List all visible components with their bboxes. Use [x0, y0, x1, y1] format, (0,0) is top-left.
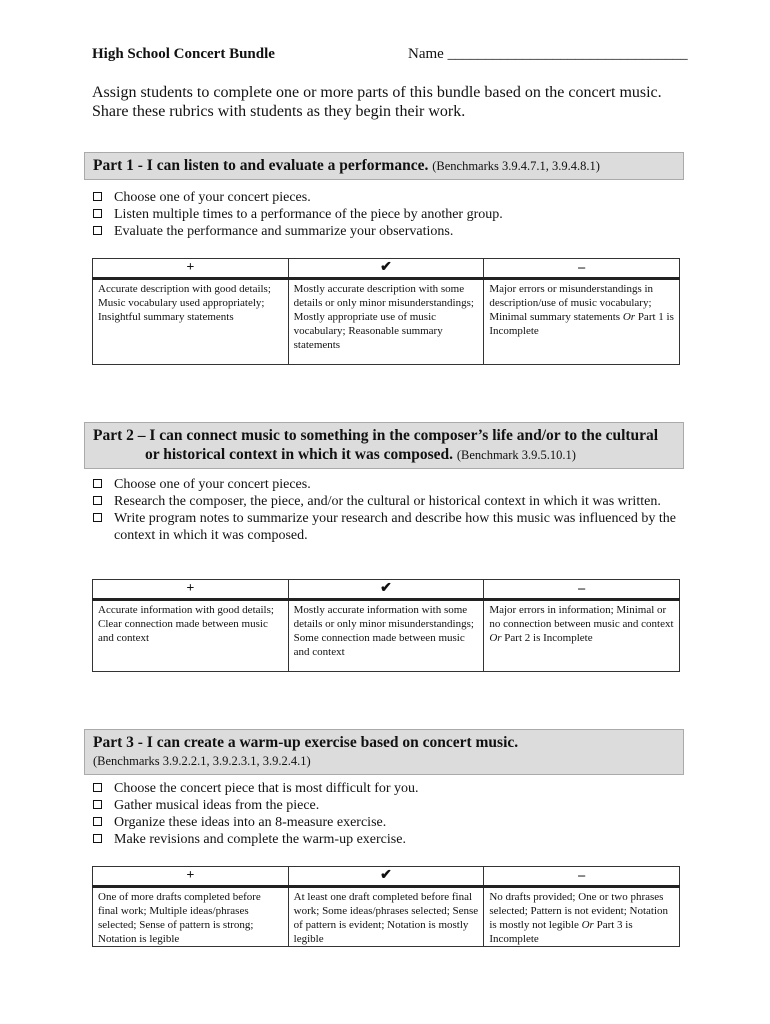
- rubric-check-header: ✔: [288, 580, 484, 600]
- document-title: High School Concert Bundle: [92, 46, 275, 62]
- name-field-label: Name ________________________________: [408, 46, 688, 62]
- task-text: Organize these ideas into an 8-measure exercise.: [114, 815, 387, 830]
- task-item: [92, 780, 692, 797]
- rubric-cell-plus: Accurate information with good details; Clear connection made between music and context: [93, 600, 289, 672]
- task-item: [92, 814, 692, 831]
- part-3-task-list: [92, 780, 692, 848]
- rubric-plus-header: +: [93, 580, 289, 600]
- emphasis-or: Or: [581, 919, 594, 931]
- part-2-header: [84, 422, 684, 469]
- part-3-header: [84, 729, 684, 775]
- checkbox-icon: [93, 479, 102, 488]
- task-text: Choose one of your concert pieces.: [114, 477, 311, 492]
- task-item: [92, 831, 692, 848]
- checkbox-icon: [93, 800, 102, 809]
- rubric-cell-plus: Accurate description with good details; Music vocabulary used appropriately; Insightful summary statements: [93, 279, 289, 365]
- rubric-header-row: [93, 259, 680, 279]
- emphasis-or: Or: [489, 632, 502, 644]
- rubric-cell-plus: One of more drafts completed before final work; Multiple ideas/phrases selected; Sense of pattern is strong; Notation is legible: [93, 887, 289, 947]
- checkbox-icon: [93, 513, 102, 522]
- part-1-title: Part 1 - I can listen to and evaluate a performance.: [93, 157, 429, 174]
- task-text: Write program notes to summarize your research and describe how this music was influenced by the context in which it was composed.: [114, 511, 676, 543]
- part-2-task-list: [92, 476, 692, 544]
- task-item: [92, 493, 692, 510]
- task-item: [92, 476, 692, 493]
- rubric-cell-check: Mostly accurate information with some details or only minor misunderstandings; Some connection made between music and context: [288, 600, 484, 672]
- rubric-criteria-row: [93, 887, 680, 947]
- rubric-check-header: ✔: [288, 259, 484, 279]
- part-3-benchmarks: (Benchmarks 3.9.2.2.1, 3.9.2.3.1, 3.9.2.4.1): [93, 754, 311, 768]
- rubric-criteria-row: [93, 600, 680, 672]
- rubric-header-row: [93, 580, 680, 600]
- rubric-plus-header: +: [93, 259, 289, 279]
- task-item: [92, 797, 692, 814]
- rubric-minus-header: –: [484, 580, 680, 600]
- rubric-header-row: [93, 867, 680, 887]
- task-text: Make revisions and complete the warm-up exercise.: [114, 832, 406, 847]
- task-item: [92, 223, 692, 240]
- rubric-plus-header: +: [93, 867, 289, 887]
- checkbox-icon: [93, 192, 102, 201]
- task-text: Evaluate the performance and summarize your observations.: [114, 224, 454, 239]
- part-1-rubric-table: [92, 258, 680, 365]
- task-text: Choose one of your concert pieces.: [114, 190, 311, 205]
- rubric-minus-header: –: [484, 867, 680, 887]
- task-item: [92, 510, 692, 544]
- rubric-criteria-row: [93, 279, 680, 365]
- intro-paragraph: Assign students to complete one or more parts of this bundle based on the concert music. Share these rubrics with students as they begin their work.: [92, 84, 662, 120]
- part-1-task-list: [92, 189, 692, 240]
- rubric-cell-check: At least one draft completed before final work; Some ideas/phrases selected; Sense of pattern is evident; Notation is mostly legible: [288, 887, 484, 947]
- part-2-title-line-2: [93, 445, 675, 465]
- part-1-header: [84, 152, 684, 180]
- document-header: [92, 46, 692, 68]
- checkbox-icon: [93, 209, 102, 218]
- part-2-title: or historical context in which it was composed.: [145, 446, 453, 463]
- part-2-benchmarks: (Benchmark 3.9.5.10.1): [456, 448, 576, 462]
- task-text: Choose the concert piece that is most difficult for you.: [114, 781, 419, 796]
- rubric-cell-minus: Major errors in information; Minimal or no connection between music and context Or Part 2 is Incomplete: [484, 600, 680, 672]
- task-text: Gather musical ideas from the piece.: [114, 798, 320, 813]
- task-text: Listen multiple times to a performance of the piece by another group.: [114, 207, 503, 222]
- checkbox-icon: [93, 496, 102, 505]
- rubric-cell-check: Mostly accurate description with some details or only minor misunderstandings; Mostly appropriate use of music vocabulary; Reasonable summary statements: [288, 279, 484, 365]
- task-item: [92, 206, 692, 223]
- checkbox-icon: [93, 834, 102, 843]
- rubric-cell-minus: No drafts provided; One or two phrases selected; Pattern is not evident; Notation is mostly not legible Or Part 3 is Incomplete: [484, 887, 680, 947]
- part-2-title-line-1: Part 2 – I can connect music to something in the composer’s life and/or to the cultural: [93, 427, 659, 444]
- part-3-rubric-table: [92, 866, 680, 947]
- checkbox-icon: [93, 817, 102, 826]
- part-1-benchmarks: (Benchmarks 3.9.4.7.1, 3.9.4.8.1): [432, 159, 600, 173]
- emphasis-or: Or: [622, 311, 636, 323]
- task-item: [92, 189, 692, 206]
- part-3-title: Part 3 - I can create a warm-up exercise based on concert music.: [93, 734, 519, 751]
- rubric-cell-minus: Major errors or misunderstandings in description/use of music vocabulary; Minimal summary statements Or Part 1 is Incomplete: [484, 279, 680, 365]
- checkbox-icon: [93, 783, 102, 792]
- checkbox-icon: [93, 226, 102, 235]
- task-text: Research the composer, the piece, and/or the cultural or historical context in which it was written.: [114, 494, 661, 509]
- rubric-check-header: ✔: [288, 867, 484, 887]
- rubric-minus-header: –: [484, 259, 680, 279]
- part-2-rubric-table: [92, 579, 680, 672]
